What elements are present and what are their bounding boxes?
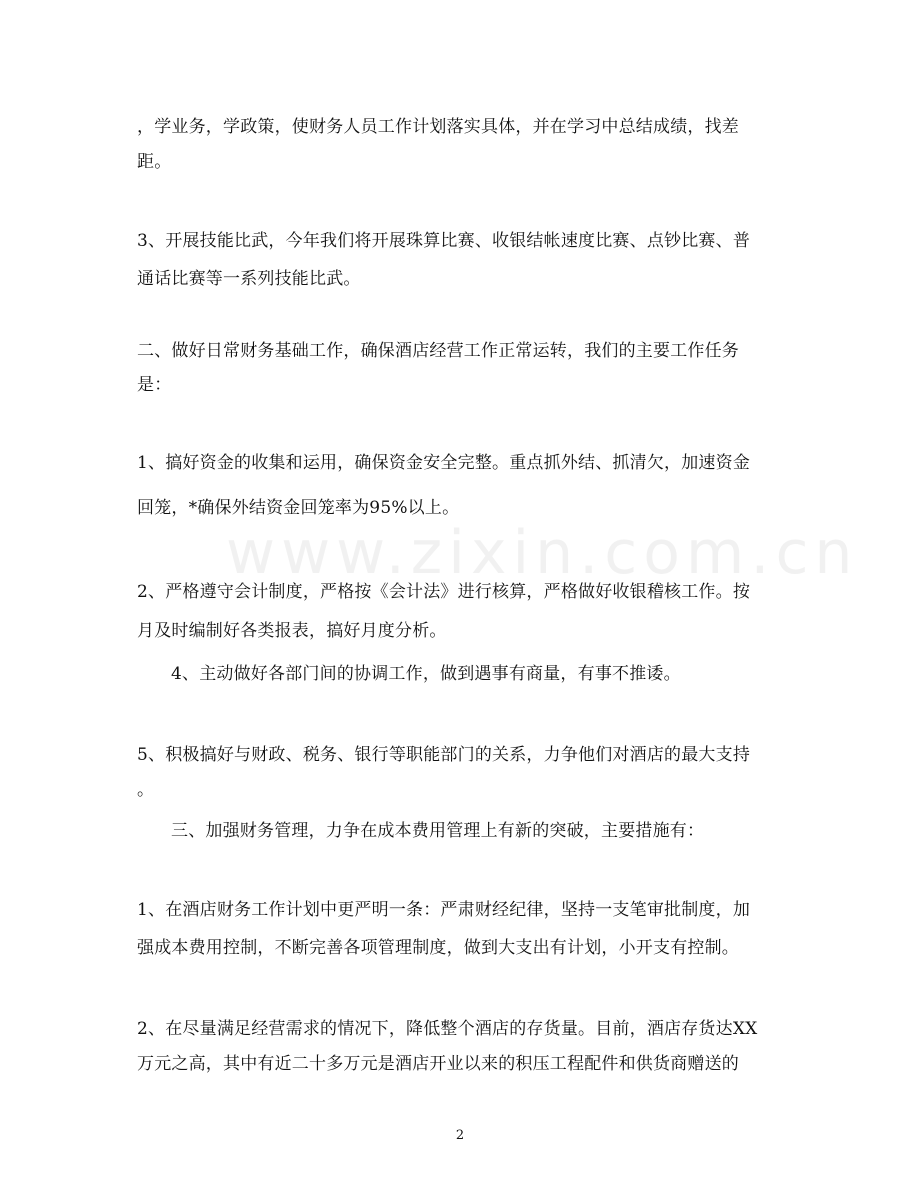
paragraph-line: 三、加强财务管理，力争在成本费用管理上有新的突破，主要措施有： (171, 821, 705, 841)
page-number: 2 (455, 1128, 465, 1143)
paragraph-line: 月及时编制好各类报表，搞好月度分析。 (137, 621, 447, 641)
paragraph-line: 。 (137, 780, 155, 800)
paragraph-line: 回笼，*确保外结资金回笼率为95%以上。 (137, 498, 460, 518)
paragraph-line: 5、积极搞好与财政、税务、银行等职能部门的关系，力争他们对酒店的最大支持 (137, 745, 751, 765)
paragraph-line: 二、做好日常财务基础工作，确保酒店经营工作正常运转，我们的主要工作任务 (137, 341, 739, 361)
paragraph-line: 3、开展技能比武，今年我们将开展珠算比赛、收银结帐速度比赛、点钞比赛、普 (137, 231, 751, 251)
paragraph-line: 是： (137, 375, 172, 395)
paragraph-line: 4、主动做好各部门间的协调工作，做到遇事有商量，有事不推诿。 (171, 664, 681, 684)
paragraph-line: 1、搞好资金的收集和运用，确保资金安全完整。重点抓外结、抓清欠，加速资金 (137, 453, 751, 473)
watermark: www.zixin.com.cn (226, 518, 859, 588)
paragraph-line: 通话比赛等一系列技能比武。 (137, 269, 361, 289)
paragraph-line: 1、在酒店财务工作计划中更严明一条：严肃财经纪律，坚持一支笔审批制度，加 (137, 900, 751, 920)
paragraph-line: 万元之高，其中有近二十多万元是酒店开业以来的积压工程配件和供货商赠送的 (137, 1054, 739, 1074)
paragraph-line: 2、在尽量满足经营需求的情况下，降低整个酒店的存货量。目前，酒店存货达XX (137, 1019, 758, 1039)
paragraph-line: 2、严格遵守会计制度，严格按《会计法》进行核算，严格做好收银稽核工作。按 (137, 582, 751, 602)
paragraph-line: 强成本费用控制，不断完善各项管理制度，做到大支出有计划，小开支有控制。 (137, 938, 739, 958)
paragraph-line: 距。 (137, 152, 172, 172)
paragraph-line: ，学业务，学政策，使财务人员工作计划落实具体，并在学习中总结成绩，找差 (137, 117, 739, 137)
